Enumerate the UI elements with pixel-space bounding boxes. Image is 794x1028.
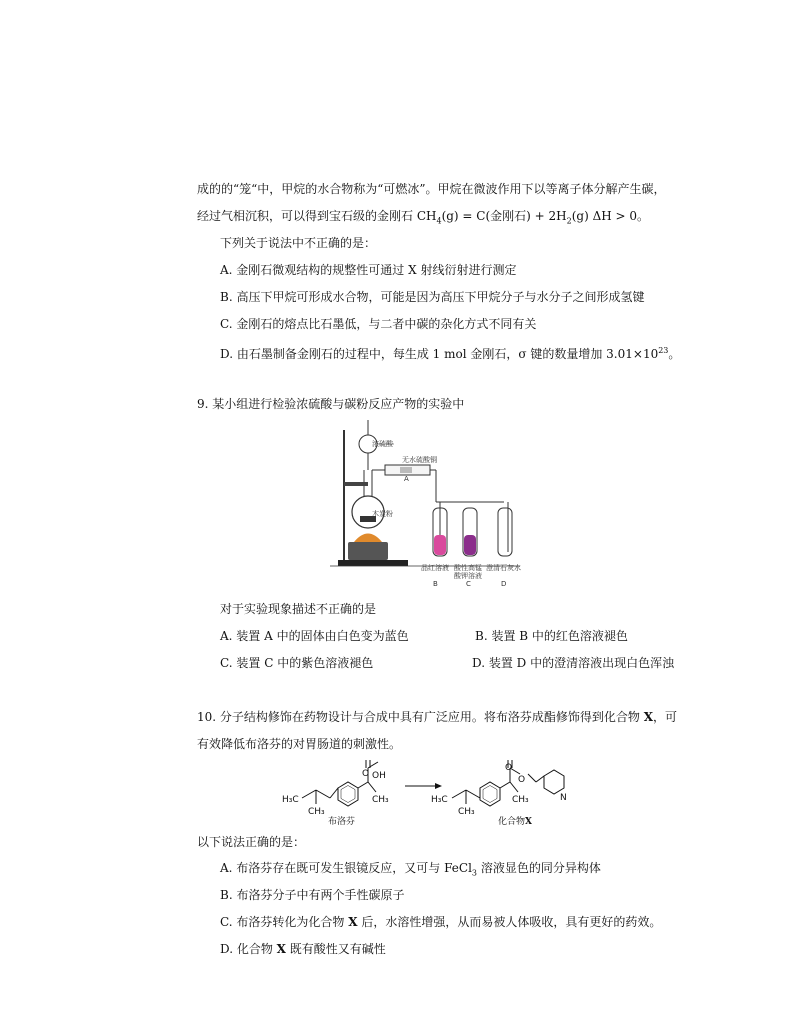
struct-ch3-2b: CH₃ bbox=[458, 807, 475, 817]
label-carbon-powder: 木炭粉 bbox=[372, 510, 393, 518]
q10-sub-stem: 以下说法正确的是： bbox=[197, 835, 306, 849]
q9-stem: 9. 某小组进行检验浓硫酸与碳粉反应产物的实验中 bbox=[197, 397, 465, 411]
label-c: C bbox=[466, 580, 471, 588]
subscript: 4 bbox=[436, 216, 442, 226]
struct-n: N bbox=[560, 793, 567, 803]
q10-option-c bbox=[220, 914, 661, 930]
struct-h3c-2: H₃C bbox=[431, 795, 448, 805]
q10-a-text: 溶液显色的同分异构体 bbox=[477, 861, 601, 875]
q9-option-b: B. 装置 B 中的红色溶液褪色 bbox=[475, 629, 628, 643]
q10-c-bold: X bbox=[348, 915, 358, 929]
intro-line-1: 成的的“笼“中，甲烷的水合物称为“可燃冰”。甲烷在微波作用下以等离子体分解产生碳， bbox=[197, 182, 666, 196]
q10-d-text: 既有酸性又有碱性 bbox=[285, 942, 386, 956]
subscript: 2 bbox=[566, 216, 572, 226]
q10-stem-line-1 bbox=[197, 709, 677, 725]
q9-option-d: D. 装置 D 中的澄清溶液出现白色浑浊 bbox=[472, 656, 675, 670]
q10-stem-line-2: 有效降低布洛芬的对胃肠道的刺激性。 bbox=[197, 737, 402, 751]
q8-stem: 下列关于说法中不正确的是： bbox=[220, 236, 377, 250]
q10-a-text: A. 布洛芬存在既可发生银镜反应，又可与 FeCl bbox=[220, 861, 472, 875]
struct-name-x-text: 化合物 bbox=[498, 817, 526, 827]
q8-option-a: A. 金刚石微观结构的规整性可通过 X 射线衍射进行测定 bbox=[220, 263, 517, 277]
label-d: D bbox=[501, 580, 507, 588]
struct-o3: O bbox=[518, 775, 526, 785]
struct-o1: O bbox=[362, 769, 370, 779]
intro-text: (g) = C(金刚石) + 2H bbox=[441, 209, 567, 223]
q10-option-a bbox=[220, 860, 601, 881]
q9-option-c: C. 装置 C 中的紫色溶液褪色 bbox=[220, 656, 374, 670]
reaction-scheme bbox=[280, 758, 590, 824]
q9-option-a: A. 装置 A 中的固体由白色变为蓝色 bbox=[220, 629, 409, 643]
struct-ch3-2a: CH₃ bbox=[512, 795, 529, 805]
q8-d-text: 。 bbox=[668, 347, 681, 361]
clamp bbox=[344, 482, 368, 486]
struct-name-ibuprofen: 布洛芬 bbox=[328, 817, 356, 827]
label-sol-c1: 酸性高锰 bbox=[454, 564, 482, 572]
subscript: 3 bbox=[471, 868, 477, 878]
struct-h3c-1: H₃C bbox=[282, 795, 299, 805]
label-b: B bbox=[433, 580, 438, 588]
q10-c-text: C. 布洛芬转化为化合物 bbox=[220, 915, 349, 929]
reaction-arrow bbox=[435, 783, 442, 789]
q8-d-text: D. 由石墨制备金刚石的过程中，每生成 1 mol 金刚石，σ 键的数量增加 3.01×10 bbox=[220, 347, 659, 361]
q8-option-b: B. 高压下甲烷可形成水合物，可能是因为高压下甲烷分子与水分子之间形成氢键 bbox=[220, 290, 645, 304]
tube-d bbox=[498, 508, 512, 556]
struct-ch3-1a: CH₃ bbox=[372, 795, 389, 805]
intro-line-2 bbox=[197, 208, 649, 229]
superscript: 23 bbox=[658, 346, 669, 355]
q8-option-d bbox=[220, 343, 680, 362]
struct-name-x bbox=[498, 814, 532, 830]
q10-d-bold: X bbox=[276, 942, 286, 956]
label-anhydrous-cuso4: 无水硫酸铜 bbox=[402, 456, 437, 464]
q10-d-text: D. 化合物 bbox=[220, 942, 277, 956]
intro-text: (g) ΔH > 0。 bbox=[571, 209, 650, 223]
q10-text: 10. 分子结构修饰在药物设计与合成中具有广泛应用。将布洛芬成酯修饰得到化合物 bbox=[197, 710, 644, 724]
q10-c-text: 后，水溶性增强，从而易被人体吸收，具有更好的药效。 bbox=[357, 915, 662, 929]
label-sol-b: 品红溶液 bbox=[421, 564, 449, 572]
label-conc-acid: 浓硫酸 bbox=[372, 440, 393, 448]
q10-option-d bbox=[220, 941, 386, 957]
intro-text: 经过气相沉积，可以得到宝石级的金刚石 CH bbox=[197, 209, 437, 223]
q10-text-bold: X bbox=[643, 710, 654, 724]
q8-option-c: C. 金刚石的熔点比石墨低，与二者中碳的杂化方式不同有关 bbox=[220, 317, 537, 331]
struct-o2: O bbox=[505, 763, 513, 773]
q10-option-b: B. 布洛芬分子中有两个手性碳原子 bbox=[220, 888, 405, 902]
label-sol-d: 澄清石灰水 bbox=[486, 564, 521, 572]
struct-name-x-bold: X bbox=[525, 817, 532, 827]
struct-oh: OH bbox=[372, 771, 386, 781]
q10-text: ，可 bbox=[653, 710, 678, 724]
label-a: A bbox=[404, 475, 409, 483]
struct-ch3-1b: CH₃ bbox=[308, 807, 325, 817]
burner bbox=[348, 542, 388, 560]
stand-base bbox=[338, 560, 408, 566]
q9-sub-stem: 对于实验现象描述不正确的是 bbox=[220, 602, 377, 616]
flame bbox=[354, 534, 382, 543]
label-sol-c2: 酸钾溶液 bbox=[454, 572, 482, 580]
